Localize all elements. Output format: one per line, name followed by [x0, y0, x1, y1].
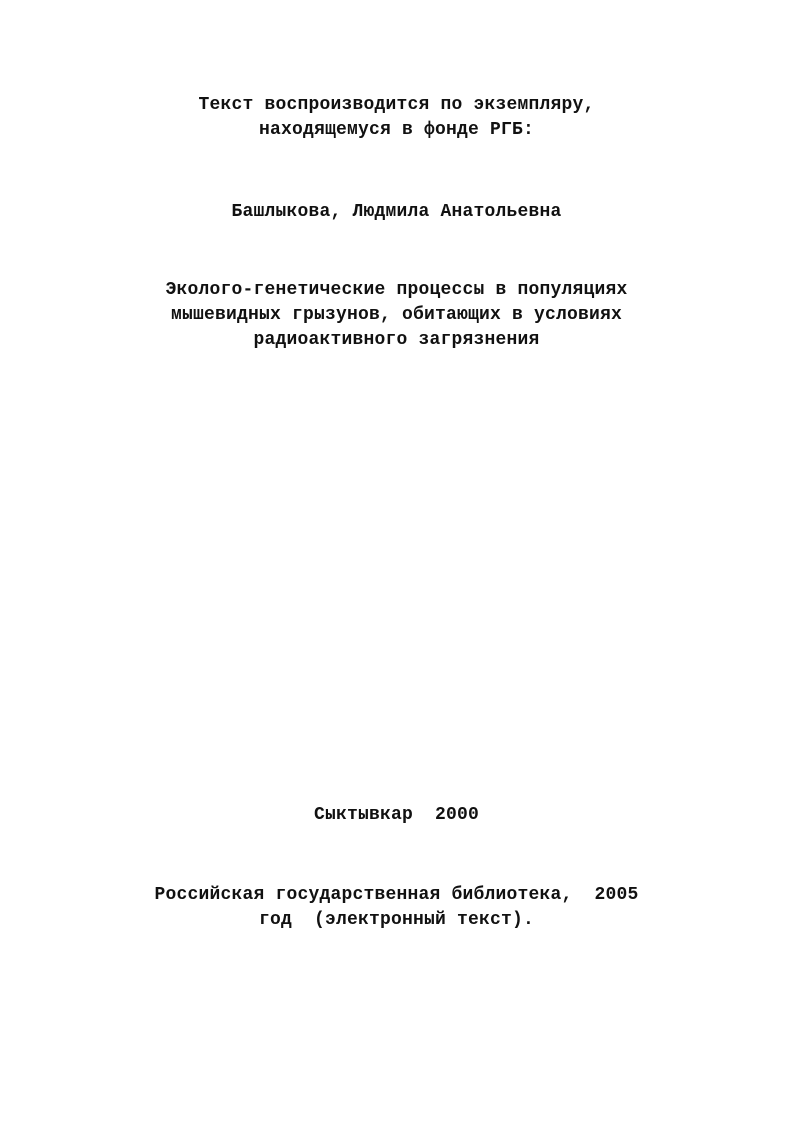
notice-line-1: Текст воспроизводится по экземпляру, — [198, 95, 595, 115]
title-line-1: Эколого-генетические процессы в популяциях — [165, 280, 628, 300]
footer-line-2: год (электронный текст). — [258, 910, 535, 930]
footer-line-1: Российская государственная библиотека, 2005 — [154, 885, 639, 905]
author-name: Башлыкова, Людмила Анатольевна — [231, 202, 562, 222]
place-and-year: Сыктывкар 2000 — [313, 805, 480, 825]
title-line-2: мышевидных грызунов, обитающих в условиях — [170, 305, 623, 325]
notice-line-2: находящемуся в фонде РГБ: — [258, 120, 535, 140]
title-line-3: радиоактивного загрязнения — [253, 330, 540, 350]
